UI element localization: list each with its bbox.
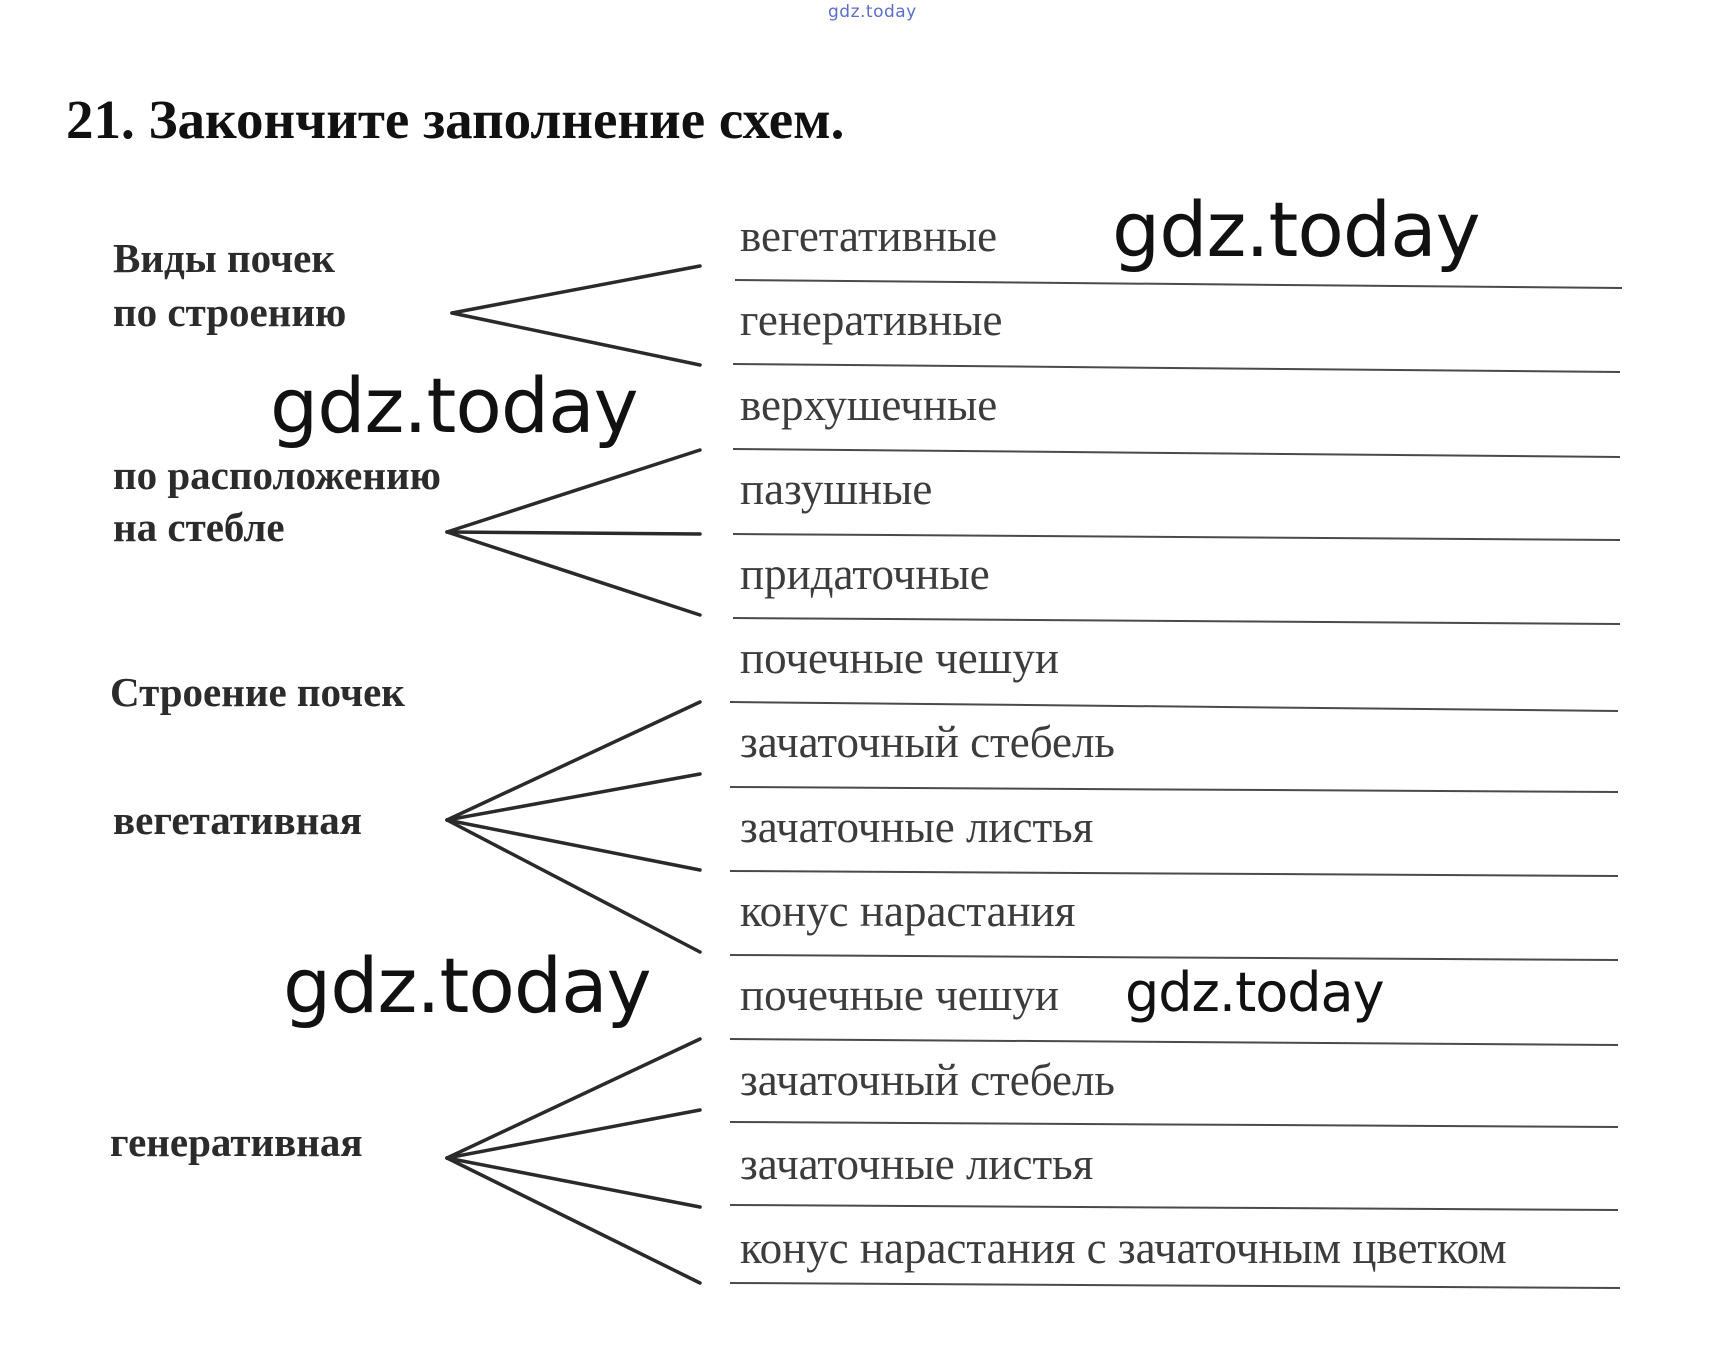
watermark: gdz.today <box>1112 185 1480 274</box>
watermark: gdz.today <box>283 941 651 1030</box>
watermark: gdz.today <box>270 361 638 450</box>
branch-line <box>447 450 700 532</box>
branch-line <box>452 266 700 313</box>
answer-underline <box>730 787 1618 792</box>
answer-underline <box>730 1283 1620 1288</box>
label-types-structure-line1: Виды почек <box>113 235 335 281</box>
branch-line <box>452 313 700 365</box>
label-vegetative: вегетативная <box>113 797 362 843</box>
answer-line: верхушечные <box>740 380 998 430</box>
branch-line <box>447 820 700 952</box>
label-types-structure-line2: по строению <box>113 289 347 335</box>
answer-line: придаточные <box>740 549 990 599</box>
answer-underline <box>730 955 1618 960</box>
answer-underline <box>733 618 1620 624</box>
label-generative: генеративная <box>110 1119 363 1165</box>
branch-line <box>447 774 700 820</box>
answer-underline <box>733 534 1620 540</box>
answer-line: конус нарастания с зачаточным цветком <box>740 1223 1507 1273</box>
answer-line: вегетативные <box>740 211 998 261</box>
answer-line: зачаточные листья <box>740 1139 1094 1189</box>
answer-underline <box>730 702 1618 711</box>
branch-line <box>447 1158 700 1207</box>
branch-line <box>447 1039 700 1158</box>
answer-line: зачаточный стебель <box>740 1055 1115 1105</box>
answer-underline <box>733 364 1620 372</box>
answer-line: пазушные <box>740 464 933 514</box>
label-location-line2: на стебле <box>113 504 285 550</box>
answer-underline <box>735 280 1622 288</box>
task-title: 21. Закончите заполнение схем. <box>66 89 845 150</box>
answer-line: почечные чешуи <box>740 633 1059 683</box>
branch-line <box>447 702 700 820</box>
branch-line <box>447 532 700 534</box>
answer-underline <box>733 449 1620 457</box>
answer-line: конус нарастания <box>740 886 1076 936</box>
answer-line: почечные чешуи <box>740 970 1059 1020</box>
answer-line: зачаточные листья <box>740 802 1094 852</box>
answer-underline <box>730 1205 1618 1210</box>
answer-line: генеративные <box>740 295 1003 345</box>
watermark: gdz.today <box>1125 961 1384 1024</box>
answer-underline <box>730 1039 1618 1045</box>
branch-line <box>447 1110 700 1158</box>
branch-line <box>447 532 700 615</box>
answer-line: зачаточный стебель <box>740 717 1115 767</box>
branch-line <box>447 820 700 870</box>
top-watermark: gdz.today <box>828 2 917 22</box>
branch-line <box>447 1158 700 1283</box>
label-structure-title: Строение почек <box>110 669 405 715</box>
answer-underline <box>730 1122 1618 1127</box>
label-location-line1: по расположению <box>113 452 441 498</box>
answer-underline <box>730 871 1618 876</box>
